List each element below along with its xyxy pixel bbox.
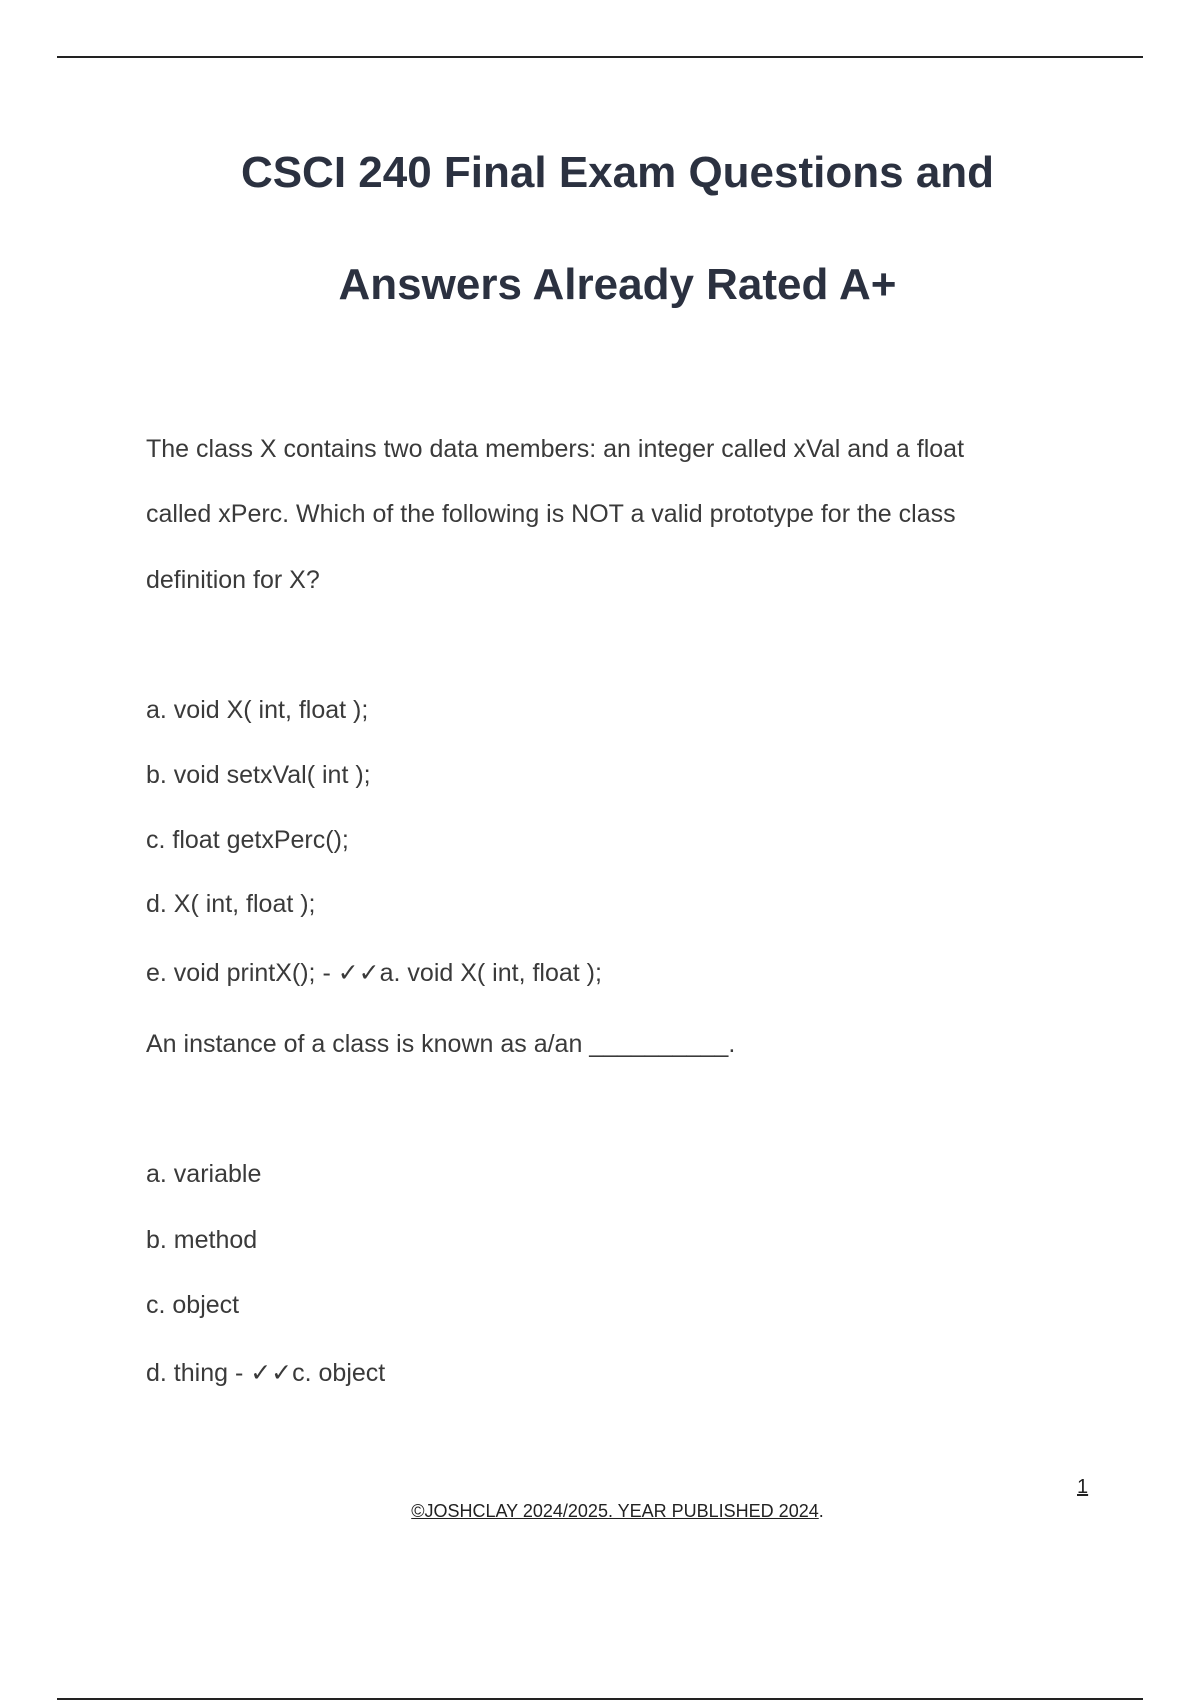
footer-copyright-suffix: . <box>818 1501 824 1521</box>
question-1-prompt-line-1: The class X contains two data members: an integer called xVal and a float <box>146 435 965 463</box>
page-title-line-1: CSCI 240 Final Exam Questions and <box>240 148 995 197</box>
question-2-option-b: b. method <box>146 1226 258 1254</box>
question-1-option-b: b. void setxVal( int ); <box>146 761 371 789</box>
question-2-option-a: a. variable <box>146 1160 262 1188</box>
page-title-line-2: Answers Already Rated A+ <box>338 260 897 309</box>
question-2-option-c: c. object <box>146 1291 240 1319</box>
page-number: 1 <box>1077 1476 1089 1498</box>
question-1-prompt-line-3: definition for X? <box>146 566 320 594</box>
question-1-option-d: d. X( int, float ); <box>146 890 316 918</box>
footer-copyright <box>0 1502 1200 1520</box>
question-1-option-e-answer: e. void printX(); - ✓✓a. void X( int, float ); <box>146 959 602 987</box>
question-1-option-c: c. float getxPerc(); <box>146 826 349 854</box>
question-1-prompt-line-2: called xPerc. Which of the following is NOT a valid prototype for the class <box>146 500 956 528</box>
question-2-option-d-answer: d. thing - ✓✓c. object <box>146 1359 386 1387</box>
question-1-option-a: a. void X( int, float ); <box>146 696 369 724</box>
footer-copyright-text: ©JOSHCLAY 2024/2025. YEAR PUBLISHED 2024 <box>411 1501 819 1521</box>
top-rule <box>57 56 1143 58</box>
question-2-prompt-line-1: An instance of a class is known as a/an __________. <box>146 1030 736 1058</box>
